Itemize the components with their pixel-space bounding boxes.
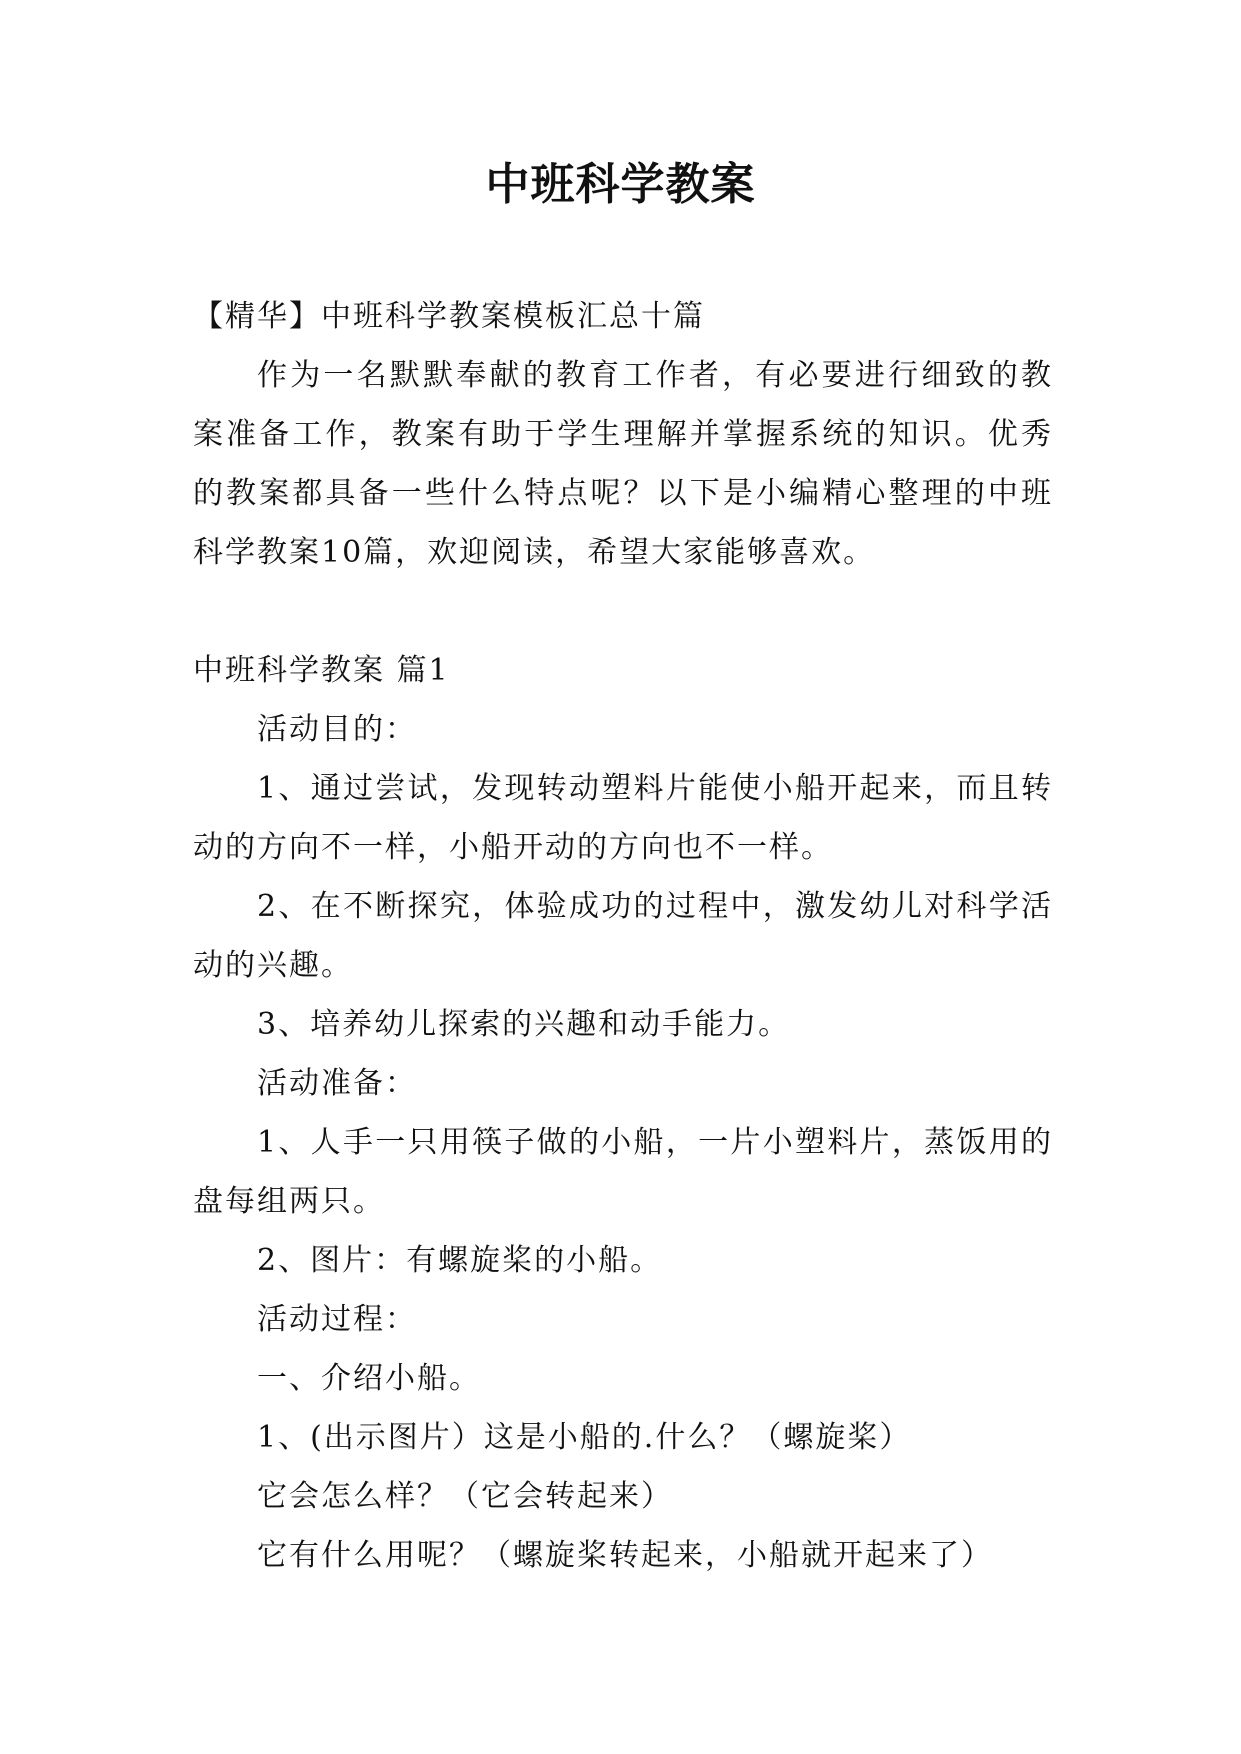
paragraph-prep-2: 2、图片：有螺旋桨的小船。 [257,1243,663,1278]
paragraph-prep-1: 1、人手一只用筷子做的小船，一片小塑料片，蒸饭用的盘每组两只。 [193,1125,1053,1219]
intro-paragraph: 作为一名默默奉献的教育工作者，有必要进行细致的教案准备工作，教案有助于学生理解并掌握系统的知识。优秀的教案都具备一些什么特点呢？以下是小编精心整理的中班科学教案10篇，欢迎阅读，希望大家能够喜欢。 [193,358,1053,570]
paragraph-process-intro: 一、介绍小船。 [257,1361,481,1396]
paragraph-activity-prep: 活动准备： [257,1066,417,1101]
paragraph-question-2: 它有什么用呢？（螺旋桨转起来，小船就开起来了） [257,1538,993,1573]
paragraph-question-1: 它会怎么样？（它会转起来） [257,1479,673,1514]
document-body [193,287,1053,1585]
paragraph-activity-goal: 活动目的： [257,712,417,747]
page-title: 中班科学教案 [485,159,756,210]
paragraph-goal-2: 2、在不断探究，体验成功的过程中，激发幼儿对科学活动的兴趣。 [193,889,1053,983]
paragraph-goal-1: 1、通过尝试，发现转动塑料片能使小船开起来，而且转动的方向不一样，小船开动的方向也不一样。 [193,771,1053,865]
paragraph-activity-process: 活动过程： [257,1302,417,1337]
document-subtitle: 【精华】中班科学教案模板汇总十篇 [193,299,705,334]
paragraph-goal-3: 3、培养幼儿探索的兴趣和动手能力。 [257,1007,791,1042]
section-heading: 中班科学教案 篇1 [193,653,450,688]
paragraph-process-1: 1、(出示图片）这是小船的.什么？（螺旋桨） [257,1420,912,1455]
